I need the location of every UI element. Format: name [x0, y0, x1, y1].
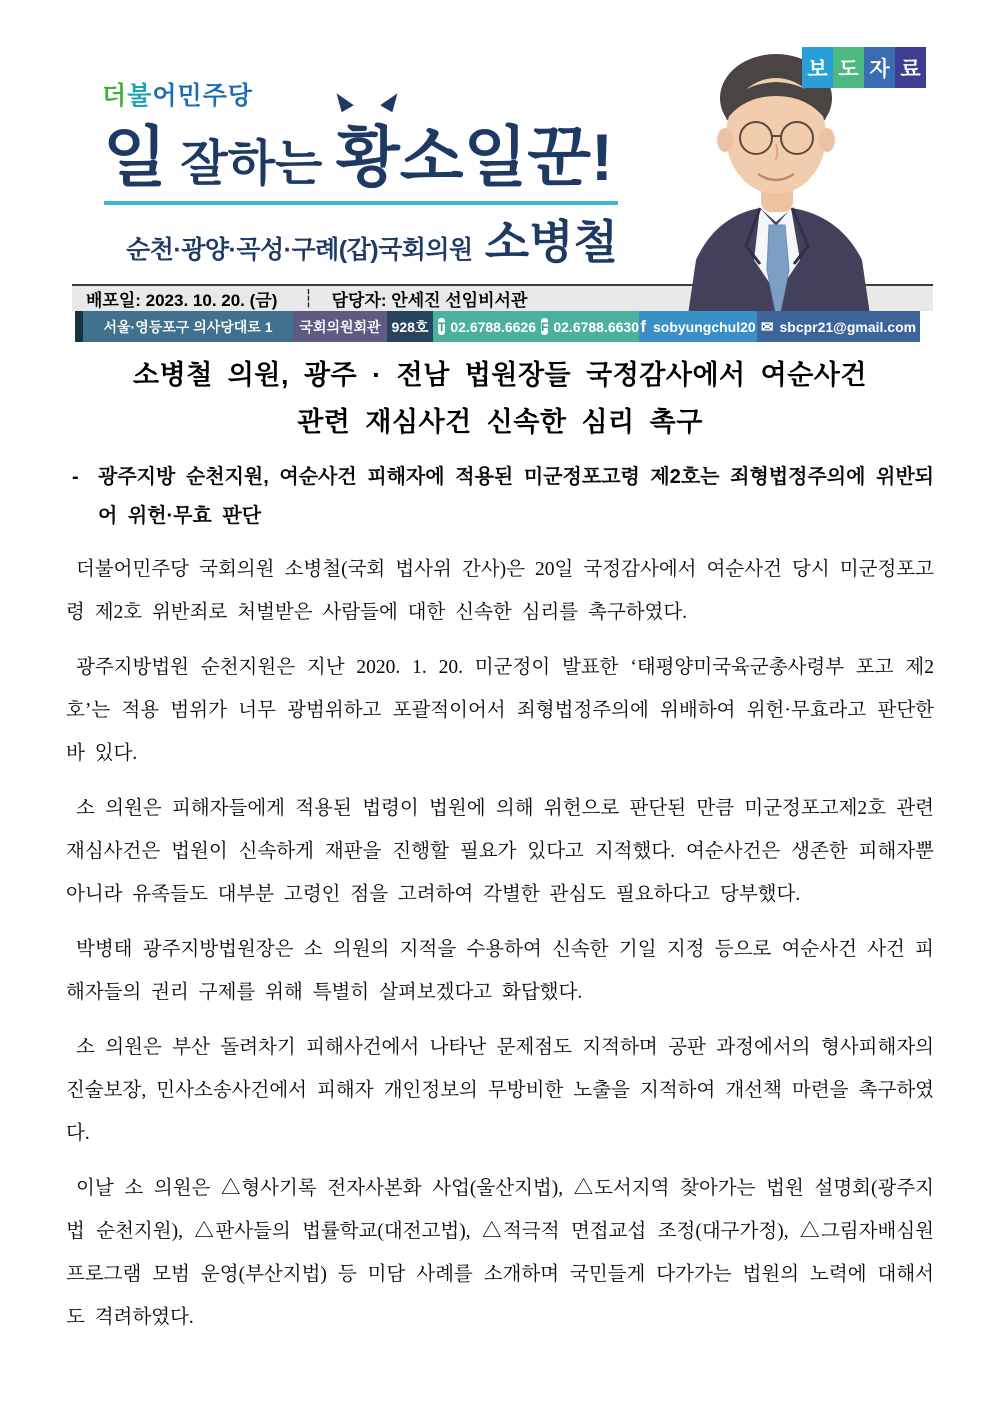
press-release-badge	[802, 47, 926, 88]
article-body	[0, 352, 992, 1351]
contact-info-bar	[75, 311, 920, 342]
badge-char: 자	[864, 47, 895, 88]
mail-icon: ✉	[760, 318, 774, 336]
article-subtitle	[66, 458, 934, 536]
office-building: 국회의원회관	[293, 311, 387, 342]
slogan-underline	[104, 201, 618, 205]
fax-icon: F	[541, 319, 549, 334]
email-address: sbcpr21@gmail.com	[779, 318, 917, 335]
paragraph: 더불어민주당 국회의원 소병철(국회 법사위 간사)은 20일 국정감사에서 여순사건 당시 미군정포고령 제2호 위반죄로 처벌받은 사람들에 대한 신속한 심리를 촉구하였다.	[66, 559, 934, 623]
manager-label: 담당자: 안세진 선임비서관	[331, 291, 528, 310]
paragraph: 소 의원은 피해자들에게 적용된 법령이 법원에 의해 위헌으로 판단된 만큼 미군정포고제2호 관련 재심사건은 법원이 신속하게 재판을 진행할 필요가 있다고 지적했다. 여순사건은 생존한 피해자뿐 아니라 유족들도 대부분 고령인 점을 고려하여 각별한 관심도 필요하다고 당부했다.	[66, 798, 934, 905]
badge-char: 료	[895, 47, 926, 88]
slogan-word: 일	[103, 120, 167, 194]
slogan-word: 잘하는	[166, 137, 336, 191]
telephone-icon: T	[438, 319, 446, 334]
office-address: 서울·영등포구 의사당대로 1	[83, 311, 293, 342]
subtitle-bullet: -	[72, 466, 79, 488]
subtitle-text: 광주지방 순천지원, 여순사건 피해자에 적용된 미군정포고령 제2호는 죄형법정주의에 위반되어 위헌·무효 판단	[98, 466, 934, 527]
phone-fax-segment	[433, 311, 639, 342]
meta-divider: ┆	[303, 288, 314, 308]
office-room: 928호	[387, 311, 433, 342]
facebook-segment	[639, 311, 757, 342]
release-date-label: 배포일: 2023. 10. 20. (금)	[86, 291, 278, 310]
paragraph: 이날 소 의원은 △형사기록 전자사본화 사업(울산지법), △도서지역 찾아가는 법원 설명회(광주지법 순천지원), △판사들의 법률학교(대전고법), △적극적 면접교섭 조정(대구가정), △그림자배심원 프로그램 모범 운영(부산지법) 등 미담 사례를 소개하며 국민들게 다가가는 법원의 노력에 대해서도 격려하였다.	[66, 1178, 934, 1328]
article-title	[66, 352, 934, 446]
district-label: 순천·광양·곡성·구례(갑)국회의원	[126, 236, 473, 264]
header-banner	[0, 0, 992, 348]
facebook-icon: f	[640, 316, 646, 336]
paragraph: 박병태 광주지방법원장은 소 의원의 지적을 수용하여 신속한 기일 지정 등으로 여순사건 사건 피해자들의 권리 구제를 위해 특별히 살펴보겠다고 화답했다.	[66, 939, 934, 1003]
bar-accent-sliver	[75, 311, 83, 342]
member-name: 소병철	[484, 216, 618, 268]
party-logo-segment: 어민주당	[152, 82, 253, 110]
email-segment	[757, 311, 920, 342]
body-paragraphs	[66, 548, 934, 1339]
party-logo-segment: 더	[102, 82, 128, 110]
slogan-word: 소일꾼!	[399, 120, 614, 194]
campaign-slogan	[103, 104, 623, 199]
article-title-line: 관련 재심사건 신속한 심리 촉구	[297, 407, 703, 437]
slogan-word-with-horns: 황	[336, 104, 400, 199]
party-logo-segment: 불	[127, 82, 153, 110]
facebook-handle: sobyungchul20	[652, 318, 756, 335]
telephone-number: 02.6788.6626	[450, 318, 536, 335]
badge-char: 도	[833, 47, 864, 88]
paragraph: 광주지방법원 순천지원은 지난 2020. 1. 20. 미군정이 발표한 ‘태평양미국육군총사령부 포고 제2호’는 적용 범위가 너무 광범위하고 포괄적이어서 죄형법정주의에 위배하여 위헌·무효라고 판단한 바 있다.	[66, 657, 934, 764]
fax-number: 02.6788.6630	[553, 318, 639, 335]
article-title-line: 소병철 의원, 광주 · 전남 법원장들 국정감사에서 여순사건	[133, 360, 867, 390]
badge-char: 보	[802, 47, 833, 88]
paragraph: 소 의원은 부산 돌려차기 피해사건에서 나타난 문제점도 지적하며 공판 과정에서의 형사피해자의 진술보장, 민사소송사건에서 피해자 개인정보의 무방비한 노출을 지적하여 개선책 마련을 촉구하였다.	[66, 1037, 934, 1144]
district-and-name-line	[104, 206, 618, 272]
